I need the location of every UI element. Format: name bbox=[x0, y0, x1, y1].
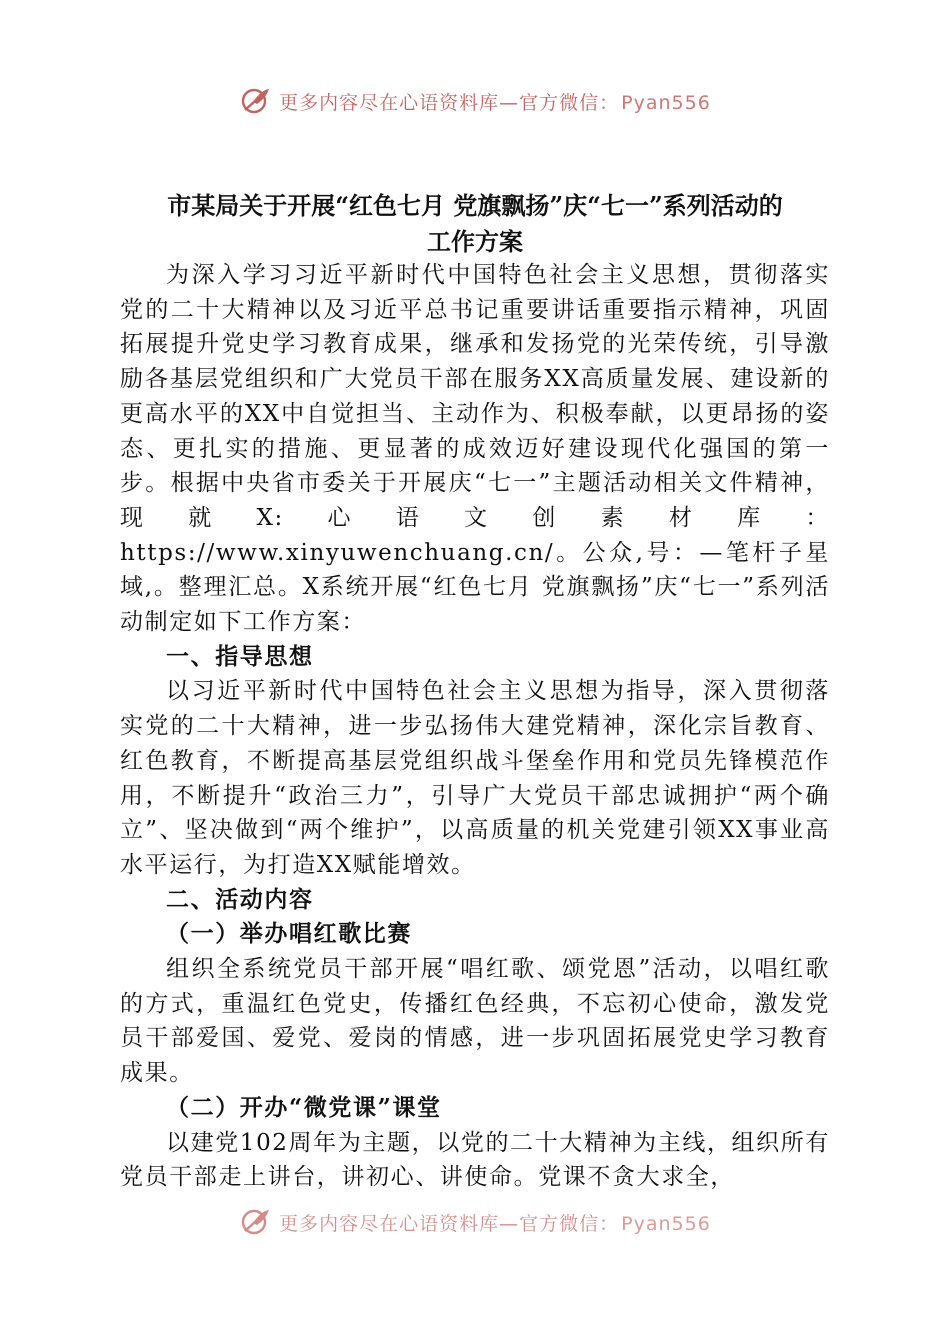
watermark-header bbox=[0, 86, 950, 116]
watermark-contact: Pyan556 bbox=[621, 1212, 711, 1235]
document-body bbox=[120, 258, 830, 1195]
section-heading-activities: 二、活动内容 bbox=[166, 885, 314, 913]
watermark-text: 更多内容尽在心语资料库—官方微信： Pyan556 bbox=[279, 91, 711, 114]
red-songs-paragraph: 组织全系统党员干部开展“唱红歌、颂党恩”活动，以唱红歌的方式，重温红色党史，传播红色经典，不忘初心使命，激发党员干部爱国、爱党、爱岗的情感，进一步巩固拓展党史学习教育成果。 bbox=[120, 956, 830, 1087]
document-title-line-2: 工作方案 bbox=[427, 227, 523, 256]
section-heading-guiding-ideology: 一、指导思想 bbox=[166, 642, 314, 670]
guiding-ideology-paragraph: 以习近平新时代中国特色社会主义思想为指导，深入贯彻落实党的二十大精神，进一步弘扬伟大建党精神，深化宗旨教育、红色教育，不断提高基层党组织战斗堡垒作用和党员先锋模范作用，不断提升“政治三力”，引导广大党员干部忠诚拥护“两个确立”、坚决做到“两个维护”，以高质量的机关党建引领XX事业高水平运行，为打造XX赋能增效。 bbox=[120, 678, 830, 878]
feather-logo-icon bbox=[239, 86, 273, 116]
intro-paragraph: 为深入学习习近平新时代中国特色社会主义思想，贯彻落实党的二十大精神以及习近平总书记重要讲话重要指示精神，巩固拓展提升党史学习教育成果，继承和发扬党的光荣传统，引导激励各基层党组织和广大党员干部在服务XX高质量发展、建设新的更高水平的XX中自觉担当、主动作为、积极奉献，以更昂扬的姿态、更扎实的措施、更显著的成效迈好建设现代化强国的第一步。根据中央省市委关于开展庆“七一”主题活动相关文件精神，现就X:心语文创素材库：https://www.xinyuwenchuang.cn/。公众,号：—笔杆子星域,。整理汇总。X系统开展“红色七月 党旗飘扬”庆“七一”系列活动制定如下工作方案： bbox=[120, 262, 830, 636]
subsection-heading-micro-party-class: （二）开办“微党课”课堂 bbox=[166, 1093, 442, 1121]
watermark-footer bbox=[0, 1207, 950, 1237]
subsection-heading-red-songs: （一）举办唱红歌比赛 bbox=[166, 920, 412, 948]
watermark-contact: Pyan556 bbox=[621, 91, 711, 114]
watermark-text: 更多内容尽在心语资料库—官方微信： Pyan556 bbox=[279, 1212, 711, 1235]
document-title-line-1: 市某局关于开展“红色七月 党旗飘扬”庆“七一”系列活动的 bbox=[167, 191, 783, 220]
micro-party-class-paragraph: 以建党102周年为主题，以党的二十大精神为主线，组织所有党员干部走上讲台，讲初心、讲使命。党课不贪大求全， bbox=[120, 1129, 830, 1191]
feather-logo-icon bbox=[239, 1207, 273, 1237]
